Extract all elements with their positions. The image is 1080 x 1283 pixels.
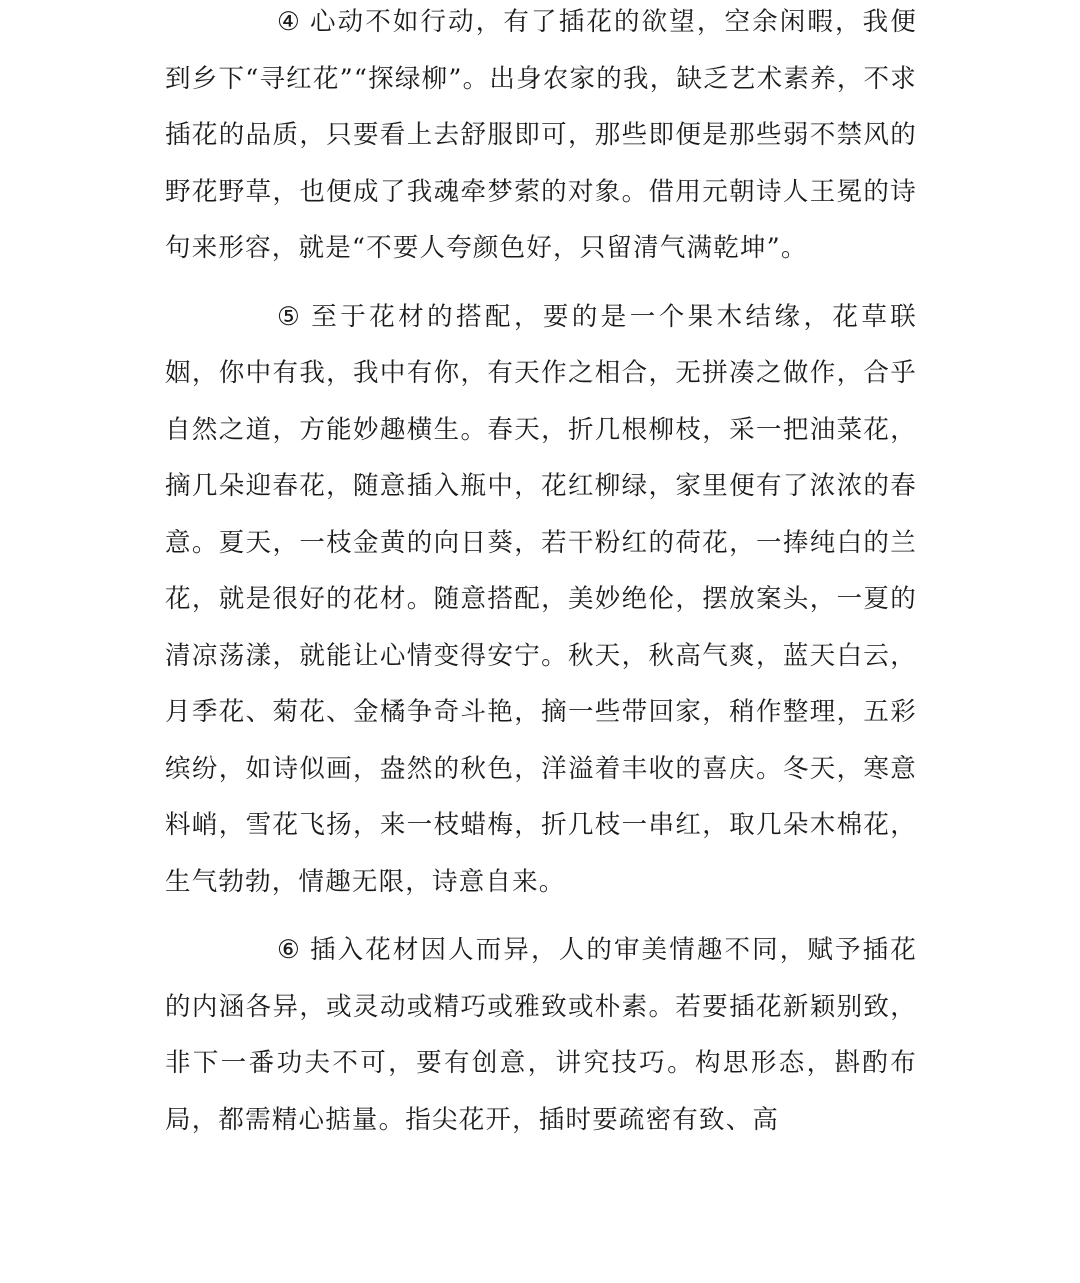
paragraph-6 [165, 922, 917, 1148]
paragraph-4 [165, 0, 917, 277]
paragraph-text: 插入花材因人而异，人的审美情趣不同，赋予插花的内涵各异，或灵动或精巧或雅致或朴素。若要插花新颖别致，非下一番功夫不可，要有创意，讲究技巧。构思形态，斟酌布局，都需精心掂量。指尖花开，插时要疏密有致、高 [165, 935, 917, 1135]
paragraph-text: 心动不如行动，有了插花的欲望，空余闲暇，我便到乡下“寻红花”“探绿柳”。出身农家的我，缺乏艺术素养，不求插花的品质，只要看上去舒服即可，那些即便是那些弱不禁风的野花野草，也便成了我魂牵梦萦的对象。借用元朝诗人王冕的诗句来形容，就是“不要人夸颜色好，只留清气满乾坤”。 [165, 7, 917, 263]
paragraph-number: ⑥ [277, 935, 302, 965]
paragraph-text: 至于花材的搭配，要的是一个果木结缘，花草联姻，你中有我，我中有你，有天作之相合，无拼凑之做作，合乎自然之道，方能妙趣横生。春天，折几根柳枝，采一把油菜花，摘几朵迎春花，随意插入瓶中，花红柳绿，家里便有了浓浓的春意。夏天，一枝金黄的向日葵，若干粉红的荷花，一捧纯白的兰花，就是很好的花材。随意搭配，美妙绝伦，摆放案头，一夏的清凉荡漾，就能让心情变得安宁。秋天，秋高气爽，蓝天白云，月季花、菊花、金橘争奇斗艳，摘一些带回家，稍作整理，五彩缤纷，如诗似画，盎然的秋色，洋溢着丰收的喜庆。冬天，寒意料峭，雪花飞扬，来一枝蜡梅，折几枝一串红，取几朵木棉花，生气勃勃，情趣无限，诗意自来。 [165, 301, 917, 897]
paragraph-5 [165, 289, 917, 911]
document-page [165, 0, 917, 1148]
paragraph-number: ④ [277, 7, 302, 37]
paragraph-number: ⑤ [277, 301, 302, 332]
